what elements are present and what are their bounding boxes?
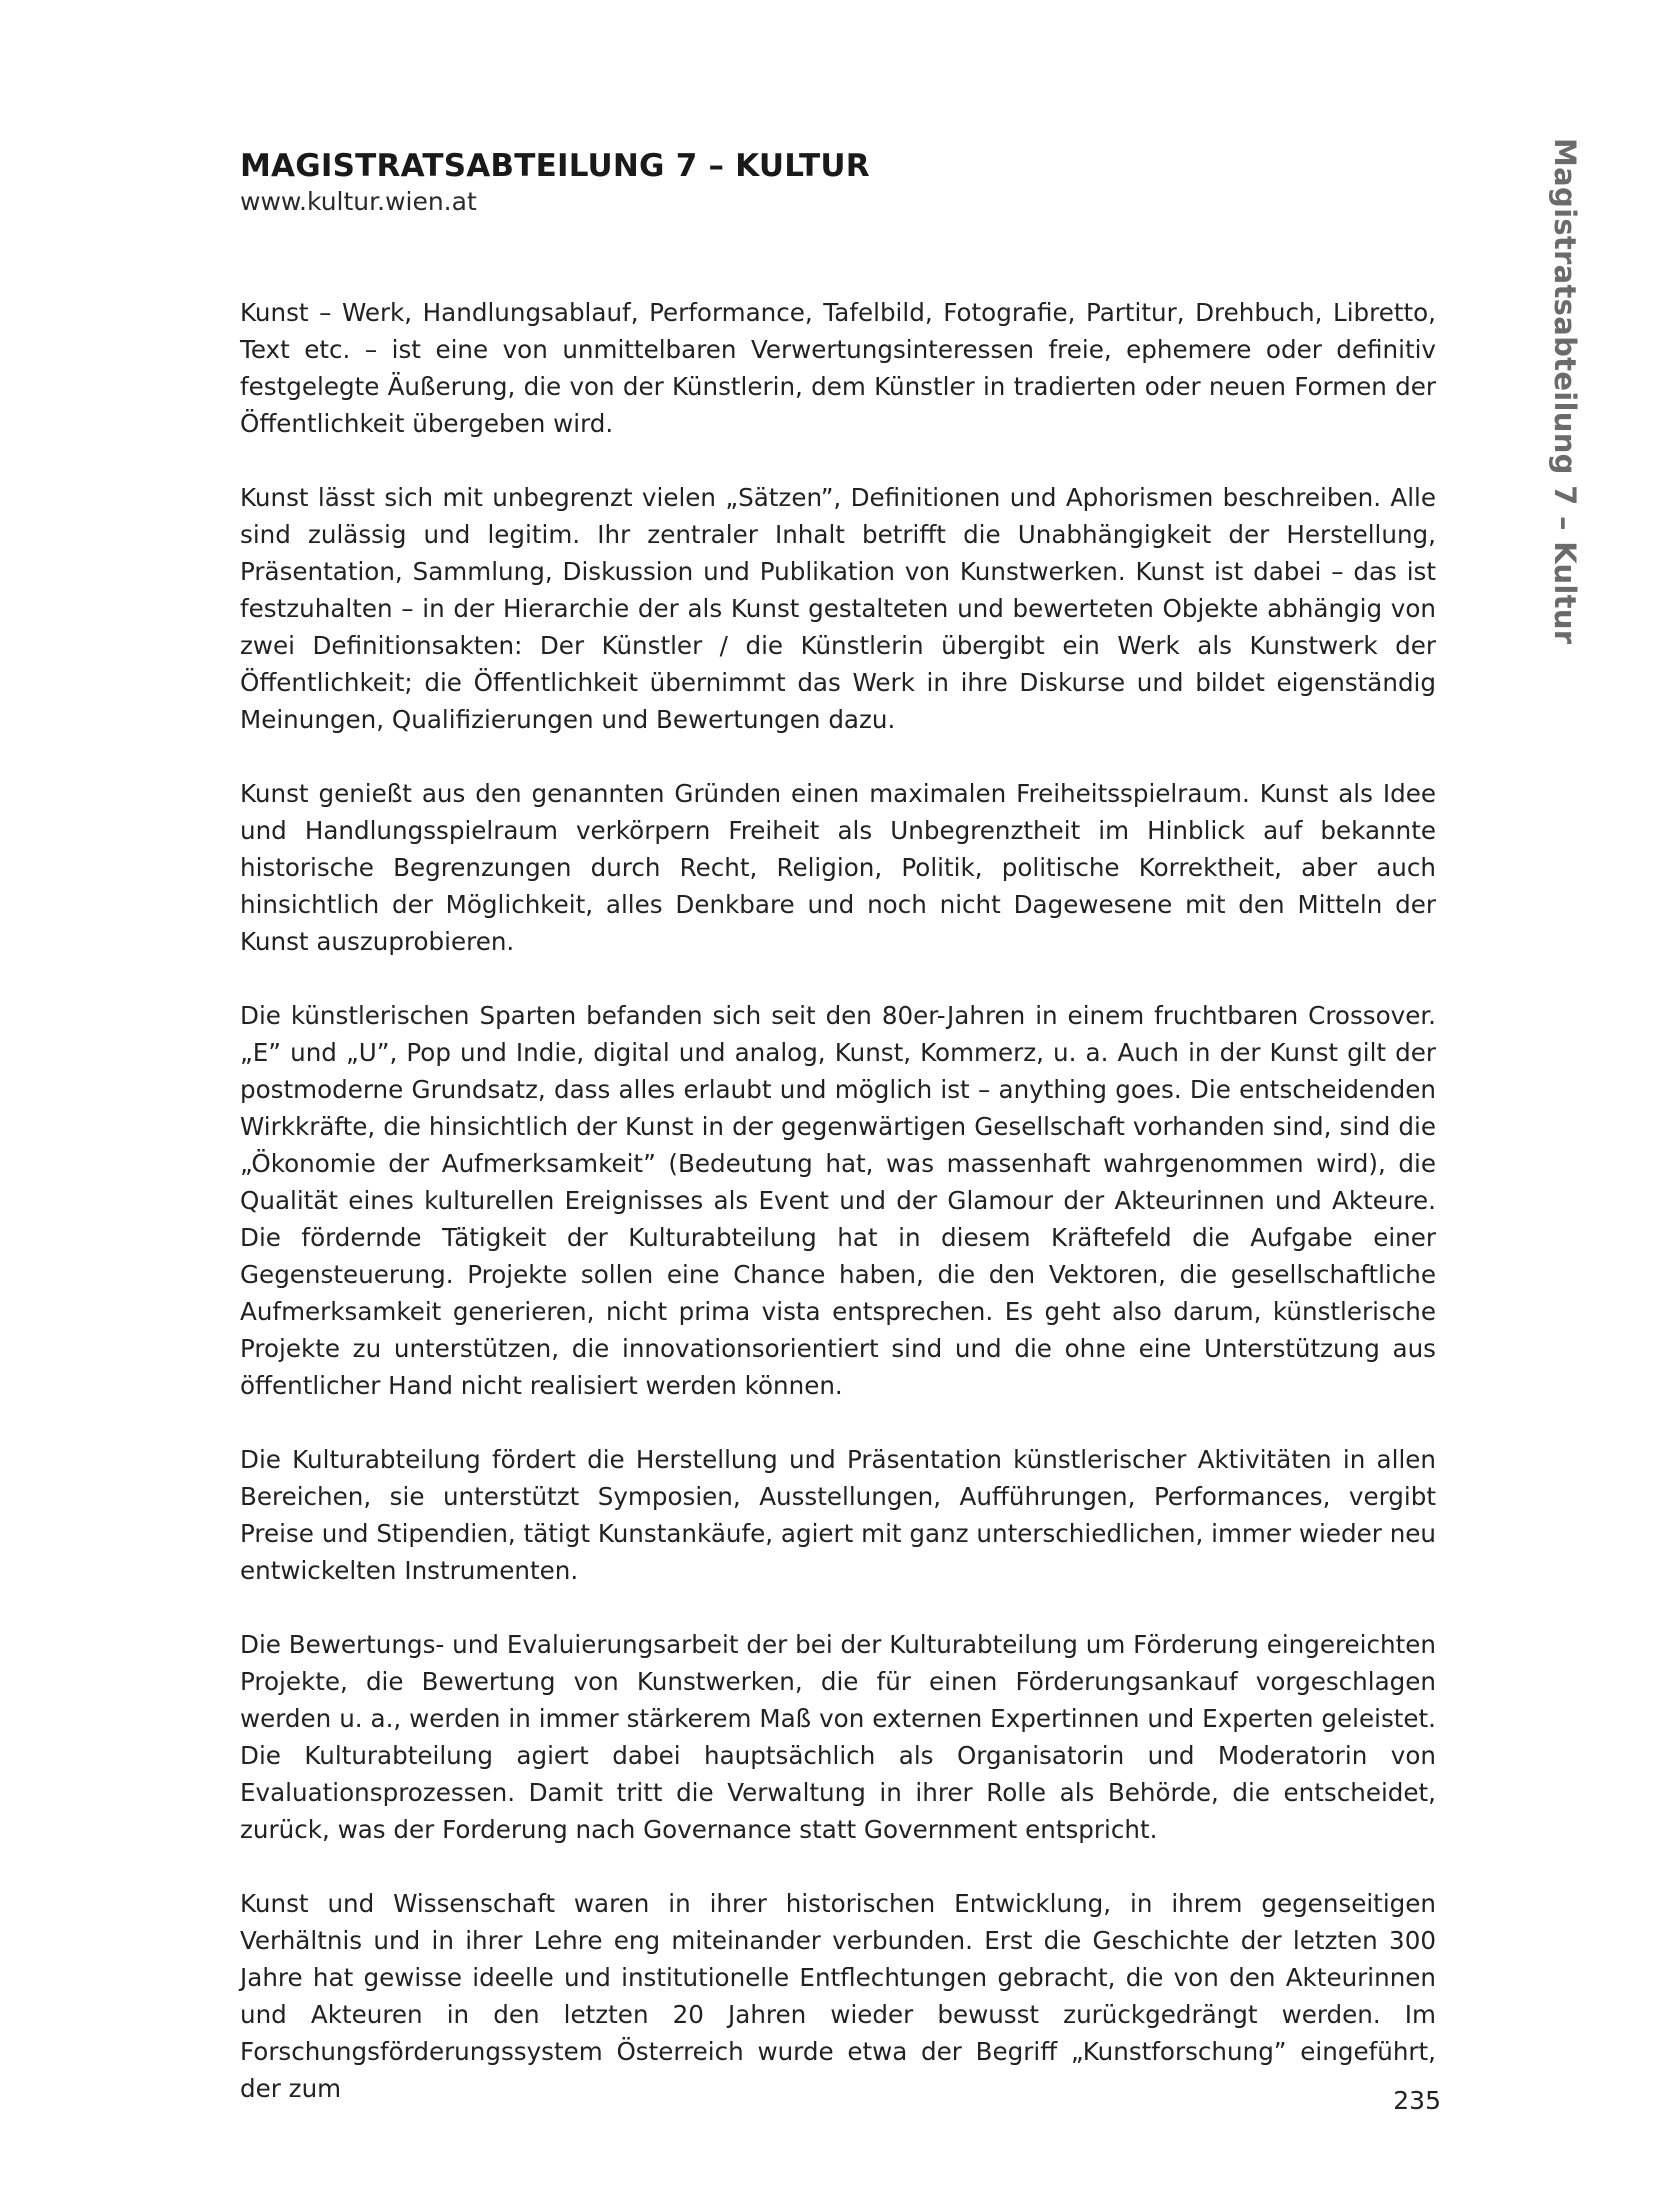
paragraph: Die künstlerischen Sparten befanden sich seit den 80er-Jahren in einem fruchtbaren Crossover. „E” und „U”, Pop und Indie, digital und analog, Kunst, Kommerz, u. a. Auch in der Kunst gilt der postmoderne Grundsatz, dass alles erlaubt und möglich ist – anything goes. Die entscheidenden Wirkkräfte, die hinsichtlich der Kunst in der gegenwärtigen Gesellschaft vorhanden sind, sind die „Ökonomie der Aufmerksamkeit” (Bedeutung hat, was massenhaft wahrgenommen wird), die Qualität eines kulturellen Ereignisses als Event und der Glamour der Akteurinnen und Akteure. Die fördernde Tätigkeit der Kulturabteilung hat in diesem Kräftefeld die Aufgabe einer Gegensteuerung. Projekte sollen eine Chance haben, die den Vektoren, die gesellschaftliche Aufmerksamkeit generieren, nicht prima vista entsprechen. Es geht also darum, künstlerische Projekte zu unterstützen, die innovationsorientiert sind und die ohne eine Unterstützung aus öffentlicher Hand nicht realisiert werden können.: [240, 1001, 1436, 1400]
page-title: MAGISTRATSABTEILUNG 7 – KULTUR: [240, 148, 870, 184]
paragraph: Kunst und Wissenschaft waren in ihrer historischen Entwicklung, in ihrem gegenseitigen Verhältnis und in ihrer Lehre eng miteinander verbunden. Erst die Geschichte der letzten 300 Jahre hat gewisse ideelle und institutionelle Entflechtungen gebracht, die von den Akteurinnen und Akteuren in den letzten 20 Jahren wieder bewusst zurückgedrängt werden. Im Forschungsförderungssystem Österreich wurde etwa der Begriff „Kunstforschung” eingeführt, der zum: [240, 1889, 1436, 2103]
running-side-title: Magistratsabteilung 7 – Kultur: [1548, 138, 1582, 645]
paragraph: Die Bewertungs- und Evaluierungsarbeit der bei der Kulturabteilung um Förderung eingereichten Projekte, die Bewertung von Kunstwerken, die für einen Förderungsankauf vorgeschlagen werden u. a., werden in immer stärkerem Maß von externen Expertinnen und Experten geleistet. Die Kulturabteilung agiert dabei hauptsächlich als Organisatorin und Moderatorin von Evaluationsprozessen. Damit tritt die Verwaltung in ihrer Rolle als Behörde, die entscheidet, zurück, was der Forderung nach Governance statt Government entspricht.: [240, 1630, 1436, 1844]
page-number: 235: [1393, 2086, 1441, 2115]
page-header: [240, 146, 1440, 218]
paragraph: Die Kulturabteilung fördert die Herstellung und Präsentation künstlerischer Aktivitäten in allen Bereichen, sie unterstützt Symposien, Ausstellungen, Aufführungen, Performances, vergibt Preise und Stipendien, tätigt Kunstankäufe, agiert mit ganz unterschiedlichen, immer wieder neu entwickelten Instrumenten.: [240, 1445, 1436, 1585]
paragraph: Kunst – Werk, Handlungsablauf, Performance, Tafelbild, Fotografie, Partitur, Drehbuch, Libretto, Text etc. – ist eine von unmittelbaren Verwertungsinteressen freie, ephemere oder definitiv festgelegte Äußerung, die von der Künstlerin, dem Künstler in tradierten oder neuen Formen der Öffentlichkeit übergeben wird.: [240, 298, 1436, 438]
website-url: www.kultur.wien.at: [240, 187, 477, 216]
paragraph: Kunst genießt aus den genannten Gründen einen maximalen Freiheitsspielraum. Kunst als Idee und Handlungsspielraum verkörpern Freiheit als Unbegrenztheit im Hinblick auf bekannte historische Begrenzungen durch Recht, Religion, Politik, politische Korrektheit, aber auch hinsichtlich der Möglichkeit, alles Denkbare und noch nicht Dagewesene mit den Mitteln der Kunst auszuprobieren.: [240, 779, 1436, 956]
body-text: [240, 294, 1436, 2144]
paragraph: Kunst lässt sich mit unbegrenzt vielen „Sätzen”, Definitionen und Aphorismen beschreiben. Alle sind zulässig und legitim. Ihr zentraler Inhalt betrifft die Unabhängigkeit der Herstellung, Präsentation, Sammlung, Diskussion und Publikation von Kunstwerken. Kunst ist dabei – das ist festzuhalten – in der Hierarchie der als Kunst gestalteten und bewerteten Objekte abhängig von zwei Definitionsakten: Der Künstler / die Künstlerin übergibt ein Werk als Kunstwerk der Öffentlichkeit; die Öffentlichkeit übernimmt das Werk in ihre Diskurse und bildet eigenständig Meinungen, Qualifizierungen und Bewertungen dazu.: [240, 483, 1436, 734]
